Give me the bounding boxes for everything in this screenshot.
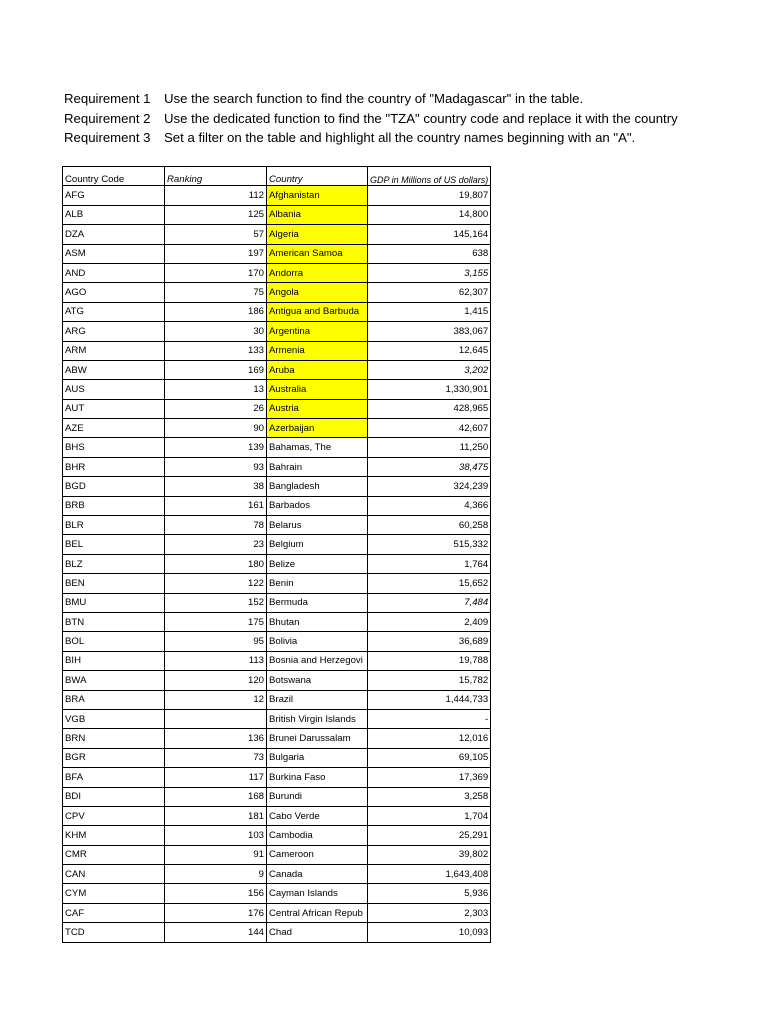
- cell-gdp[interactable]: 7,484: [368, 593, 491, 612]
- cell-country[interactable]: Afghanistan: [267, 186, 368, 205]
- cell-ranking[interactable]: 170: [165, 263, 267, 282]
- cell-country-code[interactable]: ARM: [63, 341, 165, 360]
- cell-ranking[interactable]: 169: [165, 360, 267, 379]
- cell-gdp[interactable]: 11,250: [368, 438, 491, 457]
- cell-country-code[interactable]: BOL: [63, 632, 165, 651]
- table-row: [63, 632, 491, 651]
- cell-country-code[interactable]: BLR: [63, 516, 165, 535]
- header-country[interactable]: Country: [267, 167, 368, 186]
- cell-ranking[interactable]: 176: [165, 903, 267, 922]
- cell-country-code[interactable]: BWA: [63, 671, 165, 690]
- table-row: [63, 554, 491, 573]
- table-row: [63, 903, 491, 922]
- requirement-label: Requirement 2: [64, 110, 151, 126]
- cell-gdp[interactable]: 15,782: [368, 671, 491, 690]
- cell-country[interactable]: Bahrain: [267, 457, 368, 476]
- cell-gdp[interactable]: 25,291: [368, 826, 491, 845]
- cell-country[interactable]: Brunei Darussalam: [267, 729, 368, 748]
- table-row: [63, 574, 491, 593]
- table-row: [63, 457, 491, 476]
- cell-gdp[interactable]: 39,802: [368, 845, 491, 864]
- table-row: [63, 438, 491, 457]
- cell-ranking[interactable]: 103: [165, 826, 267, 845]
- cell-country[interactable]: Austria: [267, 399, 368, 418]
- cell-ranking[interactable]: 12: [165, 690, 267, 709]
- table-row: [63, 399, 491, 418]
- table-row: [63, 360, 491, 379]
- cell-gdp[interactable]: 428,965: [368, 399, 491, 418]
- cell-ranking[interactable]: 30: [165, 322, 267, 341]
- table-row: [63, 322, 491, 341]
- cell-gdp[interactable]: 10,093: [368, 923, 491, 942]
- table-row: [63, 419, 491, 438]
- requirement-row: [64, 128, 678, 148]
- cell-country[interactable]: Belize: [267, 554, 368, 573]
- cell-country[interactable]: Australia: [267, 380, 368, 399]
- table-row: [63, 244, 491, 263]
- cell-country[interactable]: Canada: [267, 865, 368, 884]
- cell-country-code[interactable]: DZA: [63, 225, 165, 244]
- requirement-text: Use the dedicated function to find the "TZA" country code and replace it with the country: [164, 110, 678, 126]
- cell-ranking[interactable]: 136: [165, 729, 267, 748]
- table-row: [63, 496, 491, 515]
- table-row: [63, 671, 491, 690]
- cell-country[interactable]: Bahamas, The: [267, 438, 368, 457]
- cell-gdp[interactable]: 3,258: [368, 787, 491, 806]
- cell-country[interactable]: Bangladesh: [267, 477, 368, 496]
- cell-gdp[interactable]: -: [368, 709, 491, 728]
- cell-gdp[interactable]: 62,307: [368, 283, 491, 302]
- cell-country[interactable]: Bosnia and Herzegovi: [267, 651, 368, 670]
- cell-gdp[interactable]: 69,105: [368, 748, 491, 767]
- cell-gdp[interactable]: 324,239: [368, 477, 491, 496]
- table-row: [63, 612, 491, 631]
- cell-gdp[interactable]: 12,645: [368, 341, 491, 360]
- table-row: [63, 806, 491, 825]
- cell-ranking[interactable]: 120: [165, 671, 267, 690]
- header-gdp[interactable]: GDP in Millions of US dollars): [368, 167, 491, 186]
- requirement-row: [64, 109, 678, 129]
- cell-country-code[interactable]: ASM: [63, 244, 165, 263]
- cell-country[interactable]: Cabo Verde: [267, 806, 368, 825]
- cell-gdp[interactable]: 38,475: [368, 457, 491, 476]
- cell-country[interactable]: Bhutan: [267, 612, 368, 631]
- cell-country-code[interactable]: CPV: [63, 806, 165, 825]
- table-row: [63, 283, 491, 302]
- table-row: [63, 768, 491, 787]
- cell-gdp[interactable]: 1,643,408: [368, 865, 491, 884]
- table-row: [63, 205, 491, 224]
- table-row: [63, 729, 491, 748]
- cell-gdp[interactable]: 1,704: [368, 806, 491, 825]
- cell-country-code[interactable]: BRA: [63, 690, 165, 709]
- cell-ranking[interactable]: 57: [165, 225, 267, 244]
- cell-ranking[interactable]: 161: [165, 496, 267, 515]
- cell-country-code[interactable]: CMR: [63, 845, 165, 864]
- cell-country[interactable]: Angola: [267, 283, 368, 302]
- cell-ranking[interactable]: 38: [165, 477, 267, 496]
- cell-ranking[interactable]: 197: [165, 244, 267, 263]
- cell-gdp[interactable]: 1,444,733: [368, 690, 491, 709]
- cell-gdp[interactable]: 5,936: [368, 884, 491, 903]
- table-row: [63, 923, 491, 942]
- table-header-row: [63, 167, 491, 186]
- cell-country-code[interactable]: AZE: [63, 419, 165, 438]
- table-row: [63, 690, 491, 709]
- cell-gdp[interactable]: 60,258: [368, 516, 491, 535]
- cell-country-code[interactable]: BDI: [63, 787, 165, 806]
- cell-gdp[interactable]: 17,369: [368, 768, 491, 787]
- header-country-code[interactable]: Country Code: [63, 167, 165, 186]
- cell-country[interactable]: British Virgin Islands: [267, 709, 368, 728]
- cell-country[interactable]: Belgium: [267, 535, 368, 554]
- requirement-label: Requirement 1: [64, 91, 151, 107]
- cell-country[interactable]: Bermuda: [267, 593, 368, 612]
- cell-ranking[interactable]: 23: [165, 535, 267, 554]
- cell-country[interactable]: Algeria: [267, 225, 368, 244]
- cell-gdp[interactable]: 515,332: [368, 535, 491, 554]
- cell-country-code[interactable]: KHM: [63, 826, 165, 845]
- cell-gdp[interactable]: 42,607: [368, 419, 491, 438]
- table-row: [63, 263, 491, 282]
- cell-ranking[interactable]: 78: [165, 516, 267, 535]
- cell-country[interactable]: Andorra: [267, 263, 368, 282]
- cell-country[interactable]: Argentina: [267, 322, 368, 341]
- requirements-list: [64, 89, 678, 148]
- cell-ranking[interactable]: 95: [165, 632, 267, 651]
- cell-ranking[interactable]: 112: [165, 186, 267, 205]
- table-row: [63, 845, 491, 864]
- cell-country-code[interactable]: ALB: [63, 205, 165, 224]
- cell-country[interactable]: Bulgaria: [267, 748, 368, 767]
- cell-gdp[interactable]: 2,409: [368, 612, 491, 631]
- cell-ranking[interactable]: 139: [165, 438, 267, 457]
- table-row: [63, 826, 491, 845]
- cell-country-code[interactable]: TCD: [63, 923, 165, 942]
- cell-gdp[interactable]: 145,164: [368, 225, 491, 244]
- table-row: [63, 865, 491, 884]
- requirement-row: [64, 89, 678, 109]
- cell-ranking[interactable]: 13: [165, 380, 267, 399]
- cell-country-code[interactable]: CAN: [63, 865, 165, 884]
- cell-country-code[interactable]: AGO: [63, 283, 165, 302]
- cell-country[interactable]: Armenia: [267, 341, 368, 360]
- cell-country-code[interactable]: AND: [63, 263, 165, 282]
- cell-ranking[interactable]: [165, 709, 267, 728]
- cell-gdp[interactable]: 14,800: [368, 205, 491, 224]
- table-row: [63, 341, 491, 360]
- cell-country[interactable]: Benin: [267, 574, 368, 593]
- table-row: [63, 380, 491, 399]
- cell-gdp[interactable]: 4,366: [368, 496, 491, 515]
- cell-ranking[interactable]: 156: [165, 884, 267, 903]
- cell-country-code[interactable]: BEL: [63, 535, 165, 554]
- cell-country-code[interactable]: BMU: [63, 593, 165, 612]
- cell-ranking[interactable]: 168: [165, 787, 267, 806]
- table-row: [63, 516, 491, 535]
- table-row: [63, 709, 491, 728]
- cell-country-code[interactable]: CAF: [63, 903, 165, 922]
- header-ranking[interactable]: Ranking: [165, 167, 267, 186]
- cell-country-code[interactable]: BFA: [63, 768, 165, 787]
- cell-country-code[interactable]: BIH: [63, 651, 165, 670]
- cell-gdp[interactable]: 383,067: [368, 322, 491, 341]
- cell-country[interactable]: Botswana: [267, 671, 368, 690]
- cell-country[interactable]: Chad: [267, 923, 368, 942]
- table-row: [63, 884, 491, 903]
- country-gdp-table: [62, 166, 491, 943]
- cell-country-code[interactable]: CYM: [63, 884, 165, 903]
- cell-country[interactable]: Barbados: [267, 496, 368, 515]
- cell-gdp[interactable]: 3,155: [368, 263, 491, 282]
- cell-country[interactable]: Cambodia: [267, 826, 368, 845]
- cell-ranking[interactable]: 133: [165, 341, 267, 360]
- table-row: [63, 535, 491, 554]
- requirement-text: Use the search function to find the country of "Madagascar" in the table.: [164, 91, 584, 107]
- cell-ranking[interactable]: 117: [165, 768, 267, 787]
- cell-ranking[interactable]: 144: [165, 923, 267, 942]
- cell-country-code[interactable]: ATG: [63, 302, 165, 321]
- cell-ranking[interactable]: 90: [165, 419, 267, 438]
- table-row: [63, 651, 491, 670]
- cell-ranking[interactable]: 75: [165, 283, 267, 302]
- cell-gdp[interactable]: 638: [368, 244, 491, 263]
- cell-country-code[interactable]: BHR: [63, 457, 165, 476]
- table-row: [63, 787, 491, 806]
- cell-country[interactable]: Aruba: [267, 360, 368, 379]
- cell-ranking[interactable]: 181: [165, 806, 267, 825]
- cell-ranking[interactable]: 73: [165, 748, 267, 767]
- table-row: [63, 186, 491, 205]
- cell-country[interactable]: Belarus: [267, 516, 368, 535]
- cell-ranking[interactable]: 122: [165, 574, 267, 593]
- table-row: [63, 225, 491, 244]
- table-body: [63, 186, 491, 942]
- cell-country-code[interactable]: BHS: [63, 438, 165, 457]
- cell-country-code[interactable]: BEN: [63, 574, 165, 593]
- cell-country-code[interactable]: AUT: [63, 399, 165, 418]
- cell-country-code[interactable]: BTN: [63, 612, 165, 631]
- requirement-text: Set a filter on the table and highlight all the country names beginning with an "A".: [164, 130, 636, 146]
- table-row: [63, 593, 491, 612]
- table-row: [63, 302, 491, 321]
- requirement-label: Requirement 3: [64, 130, 151, 146]
- cell-country[interactable]: Burundi: [267, 787, 368, 806]
- cell-ranking[interactable]: 180: [165, 554, 267, 573]
- cell-country-code[interactable]: BLZ: [63, 554, 165, 573]
- cell-country[interactable]: Cayman Islands: [267, 884, 368, 903]
- cell-ranking[interactable]: 175: [165, 612, 267, 631]
- cell-country[interactable]: American Samoa: [267, 244, 368, 263]
- cell-country-code[interactable]: AUS: [63, 380, 165, 399]
- cell-gdp[interactable]: 3,202: [368, 360, 491, 379]
- cell-country[interactable]: Brazil: [267, 690, 368, 709]
- cell-gdp[interactable]: 19,807: [368, 186, 491, 205]
- cell-country[interactable]: Antigua and Barbuda: [267, 302, 368, 321]
- cell-gdp[interactable]: 1,415: [368, 302, 491, 321]
- cell-gdp[interactable]: 19,788: [368, 651, 491, 670]
- cell-gdp[interactable]: 36,689: [368, 632, 491, 651]
- cell-country-code[interactable]: BGR: [63, 748, 165, 767]
- cell-country[interactable]: Azerbaijan: [267, 419, 368, 438]
- cell-gdp[interactable]: 1,764: [368, 554, 491, 573]
- cell-ranking[interactable]: 26: [165, 399, 267, 418]
- cell-country-code[interactable]: BRN: [63, 729, 165, 748]
- cell-ranking[interactable]: 91: [165, 845, 267, 864]
- cell-country-code[interactable]: ABW: [63, 360, 165, 379]
- cell-country[interactable]: Albania: [267, 205, 368, 224]
- cell-ranking[interactable]: 152: [165, 593, 267, 612]
- cell-ranking[interactable]: 9: [165, 865, 267, 884]
- cell-country[interactable]: Bolivia: [267, 632, 368, 651]
- cell-gdp[interactable]: 15,652: [368, 574, 491, 593]
- cell-country-code[interactable]: VGB: [63, 709, 165, 728]
- cell-country[interactable]: Central African Repub: [267, 903, 368, 922]
- cell-country[interactable]: Burkina Faso: [267, 768, 368, 787]
- cell-gdp[interactable]: 12,016: [368, 729, 491, 748]
- cell-ranking[interactable]: 186: [165, 302, 267, 321]
- cell-country-code[interactable]: ARG: [63, 322, 165, 341]
- cell-gdp[interactable]: 1,330,901: [368, 380, 491, 399]
- cell-country-code[interactable]: BGD: [63, 477, 165, 496]
- table-row: [63, 477, 491, 496]
- cell-ranking[interactable]: 113: [165, 651, 267, 670]
- cell-ranking[interactable]: 93: [165, 457, 267, 476]
- cell-country-code[interactable]: BRB: [63, 496, 165, 515]
- cell-country-code[interactable]: AFG: [63, 186, 165, 205]
- cell-country[interactable]: Cameroon: [267, 845, 368, 864]
- cell-gdp[interactable]: 2,303: [368, 903, 491, 922]
- cell-ranking[interactable]: 125: [165, 205, 267, 224]
- table-row: [63, 748, 491, 767]
